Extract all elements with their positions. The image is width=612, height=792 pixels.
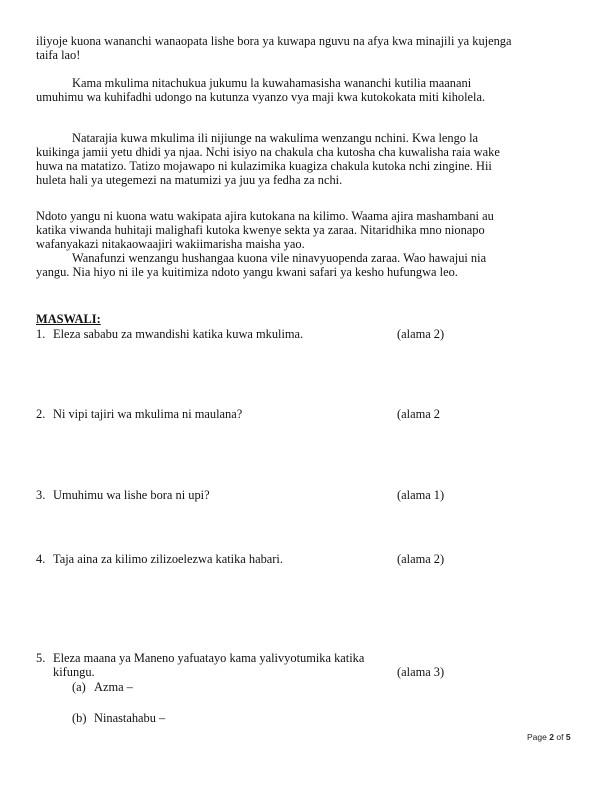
question-marks: (alama 2 xyxy=(397,407,440,421)
question-2 xyxy=(36,407,242,421)
sub-question-text: Azma – xyxy=(94,680,133,694)
page-number-footer xyxy=(527,732,571,742)
passage-line: huleta hali ya utegemezi na matumizi ya juu ya fedha za nchi. xyxy=(36,173,343,187)
current-page: 2 xyxy=(549,732,554,742)
of-label: of xyxy=(556,732,564,742)
sub-question-b xyxy=(72,711,165,725)
page-label: Page xyxy=(527,732,547,742)
question-text: Eleza maana ya Maneno yafuatayo kama yalivyotumika katika xyxy=(53,651,365,665)
question-text-continued: kifungu. xyxy=(53,665,95,679)
question-3 xyxy=(36,488,210,502)
question-text: Taja aina za kilimo zilizoelezwa katika habari. xyxy=(53,552,283,566)
question-text: Eleza sababu za mwandishi katika kuwa mkulima. xyxy=(53,327,304,341)
passage-line: yangu. Nia hiyo ni ile ya kuitimiza ndoto yangu kwani safari ya kesho hufungwa leo. xyxy=(36,265,458,279)
passage-line: taifa lao! xyxy=(36,48,81,62)
question-number: 5. xyxy=(36,651,46,665)
question-number: 2. xyxy=(36,407,46,421)
passage-line: Wanafunzi wenzangu hushangaa kuona vile ninavyuopenda zaraa. Wao hawajui nia xyxy=(72,251,487,265)
questions-heading: MASWALI: xyxy=(36,312,101,326)
question-marks: (alama 3) xyxy=(397,665,445,679)
question-4 xyxy=(36,552,283,566)
passage-line: iliyoje kuona wananchi wanaopata lishe bora ya kuwapa nguvu na afya kwa minajili ya kujenga xyxy=(36,34,512,48)
sub-question-a xyxy=(72,680,133,694)
passage-line: Kama mkulima nitachukua jukumu la kuwahamasisha wananchi kutilia maanani xyxy=(72,76,472,90)
question-marks: (alama 1) xyxy=(397,488,445,502)
question-5 xyxy=(36,651,364,665)
question-text: Ni vipi tajiri wa mkulima ni maulana? xyxy=(53,407,243,421)
question-marks: (alama 2) xyxy=(397,552,445,566)
sub-question-label: (b) xyxy=(72,711,87,725)
question-number: 3. xyxy=(36,488,46,502)
passage-line: katika viwanda huhitaji malighafi kutoka kwenye sekta ya zaraa. Nitaridhika mno nionapo xyxy=(36,223,485,237)
question-marks: (alama 2) xyxy=(397,327,445,341)
question-1 xyxy=(36,327,303,341)
sub-question-text: Ninastahabu – xyxy=(94,711,166,725)
passage-line: wafanyakazi nitakaowaajiri wakiimarisha maisha yao. xyxy=(36,237,305,251)
passage-line: Ndoto yangu ni kuona watu wakipata ajira kutokana na kilimo. Waama ajira mashambani au xyxy=(36,209,494,223)
sub-question-label: (a) xyxy=(72,680,86,694)
passage-line: kuikinga jamii yetu dhidi ya njaa. Nchi isiyo na chakula cha kutosha cha kuwalisha raia wake xyxy=(36,145,500,159)
passage-line: umuhimu wa kuhifadhi udongo na kutunza vyanzo vya maji kwa kutokokata miti kiholela. xyxy=(36,90,486,104)
total-pages: 5 xyxy=(565,732,571,742)
passage-line: huwa na matatizo. Tatizo mojawapo ni kulazimika kuagiza chakula kutoka nchi zingine. Hii xyxy=(36,159,492,173)
question-text: Umuhimu wa lishe bora ni upi? xyxy=(53,488,210,502)
question-number: 1. xyxy=(36,327,46,341)
passage-line: Natarajia kuwa mkulima ili nijiunge na wakulima wenzangu nchini. Kwa lengo la xyxy=(72,131,479,145)
question-number: 4. xyxy=(36,552,46,566)
